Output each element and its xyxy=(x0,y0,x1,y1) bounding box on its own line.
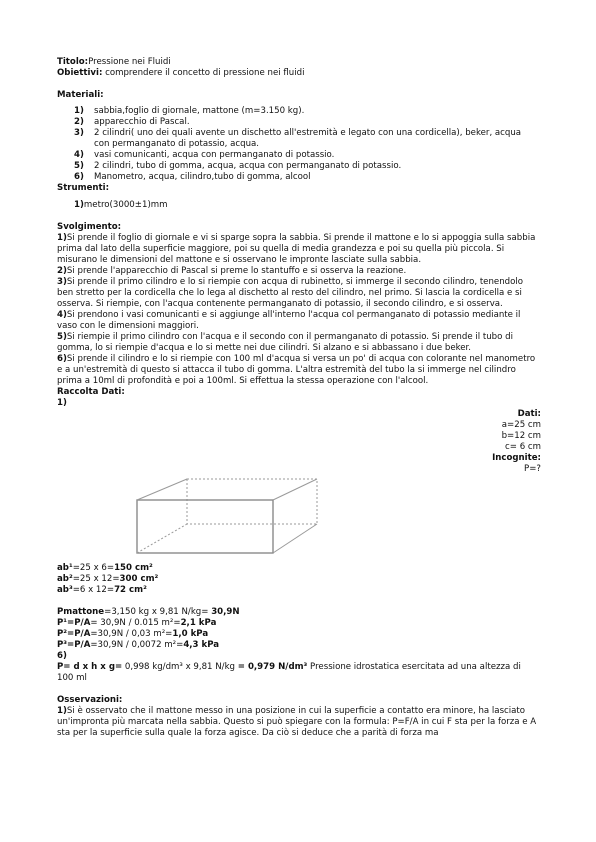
list-item: 1) sabbia,foglio di giornale, mattone (m=3.150 kg). xyxy=(74,106,305,116)
procedure-heading: Svolgimento: xyxy=(57,222,122,232)
given-value: a=25 cm xyxy=(501,420,541,430)
list-item: 6) Manometro, acqua, cilindro,tubo di gomma, alcool xyxy=(74,172,311,182)
area-line: ab²=25 x 12=300 cm² xyxy=(57,574,159,584)
pressure-line: P²=P/A=30,9N / 0,03 m²=1,0 kPa xyxy=(57,629,209,639)
materials-heading: Materiali: xyxy=(57,90,104,100)
procedure-step: 1)Si prende il foglio di giornale e vi si sparge sopra la sabbia. Si prende il mattone e lo si appoggia sulla sabbia prima dal lato della superficie maggiore, poi su quella di media grandezza e poi su quella più piccola. Si misurano le dimensioni del mattone e si osservano le impronte lasciate sulla sabbia. xyxy=(57,233,536,265)
document-page xyxy=(57,57,541,739)
hydrostatic-line: P= d x h x g= 0,998 kg/dm³ x 9,81 N/kg = 0,979 N/dm³ Pressione idrostatica esercitata ad una altezza di 100 ml xyxy=(57,662,521,683)
instruments-heading: Strumenti: xyxy=(57,183,110,193)
title-label: Titolo: xyxy=(57,57,89,67)
objectives-label: Obiettivi: xyxy=(57,68,103,78)
list-item: 5) 2 cilindri, tubo di gomma, acqua, acqua con permanganato di potassio. xyxy=(74,161,402,171)
list-item: 4) vasi comunicanti, acqua con permanganato di potassio. xyxy=(74,150,335,160)
brick-diagram xyxy=(57,475,541,563)
procedure-step: 4)Si prendono i vasi comunicanti e si aggiunge all'interno l'acqua col permanganato di potassio mediante il vaso con le dimensioni maggiori. xyxy=(57,310,521,331)
data-subsection-6: 6) xyxy=(57,651,67,661)
observation-item: 1)Si è osservato che il mattone messo in una posizione in cui la superficie a contatto era minore, ha lasciato un'impronta più marcata nella sabbia. Questo si può spiegare con la formula: P=F/A in cui F sta per la forza e A sta per la superficie sulla quale la forza agisce. Da ciò si deduce che a parità di forza ma xyxy=(57,706,537,738)
procedure-step: 5)Si riempie il primo cilindro con l'acqua e il secondo con il permanganato di potassio. Si prende il tubo di gomma, lo si riempie d'acqua e lo si mette nei due cilindri. Si alzano e si abbassano i due beker. xyxy=(57,332,513,353)
unknowns-value: P=? xyxy=(524,464,541,474)
procedure-step: 3)Si prende il primo cilindro e lo si riempie con acqua di rubinetto, si immerge il secondo cilindro, tenendolo ben stretto per la cordicella che lo lega al dischetto al resto del cilindro, nel primo. Si lascia la cordicella e si osserva. Si riempie, con l'acqua contenente permanganato di potassio, il secondo cilindro, e si osserva. xyxy=(57,277,524,309)
objectives-line xyxy=(57,68,541,79)
procedure-step: 2)Si prende l'apparecchio di Pascal si preme lo stantuffo e si osserva la reazione. xyxy=(57,266,407,276)
given-value: b=12 cm xyxy=(501,431,541,441)
list-item: 3) 2 cilindri( uno dei quali avente un dischetto all'estremità e legato con una cordicella), beker, acqua con permanganato di potassio, acqua. xyxy=(74,128,522,149)
title-line xyxy=(57,57,541,68)
instrument-item: 1)metro(3000±1)mm xyxy=(74,200,168,210)
unknowns-label: Incognite: xyxy=(492,453,541,463)
data-subsection-1: 1) xyxy=(57,398,67,408)
pressure-line: P¹=P/A= 30,9N / 0.015 m²=2,1 kPa xyxy=(57,618,217,628)
given-value: c= 6 cm xyxy=(505,442,541,452)
brick-box-drawing xyxy=(135,477,319,557)
area-line: ab³=6 x 12=72 cm² xyxy=(57,585,147,595)
observations-heading: Osservazioni: xyxy=(57,695,123,705)
given-data xyxy=(57,409,541,475)
weight-line: Pmattone=3,150 kg x 9,81 N/kg= 30,9N xyxy=(57,607,240,617)
data-heading: Raccolta Dati: xyxy=(57,387,125,397)
title-value: Pressione nei Fluidi xyxy=(88,57,171,67)
list-item: 2) apparecchio di Pascal. xyxy=(74,117,190,127)
materials-list xyxy=(74,106,541,183)
area-line: ab¹=25 x 6=150 cm² xyxy=(57,563,153,573)
pressure-line: P³=P/A=30,9N / 0,0072 m²=4,3 kPa xyxy=(57,640,220,650)
given-label: Dati: xyxy=(517,409,541,419)
objectives-value: comprendere il concetto di pressione nei fluidi xyxy=(102,68,305,78)
procedure-step: 6)Si prende il cilindro e lo si riempie con 100 ml d'acqua si versa un po' di acqua con colorante nel manometro e a un'estremità di questo si attacca il tubo di gomma. L'altra estremità del tubo la si immerge nel cilindro prima a 10ml di profondità e poi a 100ml. Si effettua la stessa operazione con l'alcool. xyxy=(57,354,536,386)
